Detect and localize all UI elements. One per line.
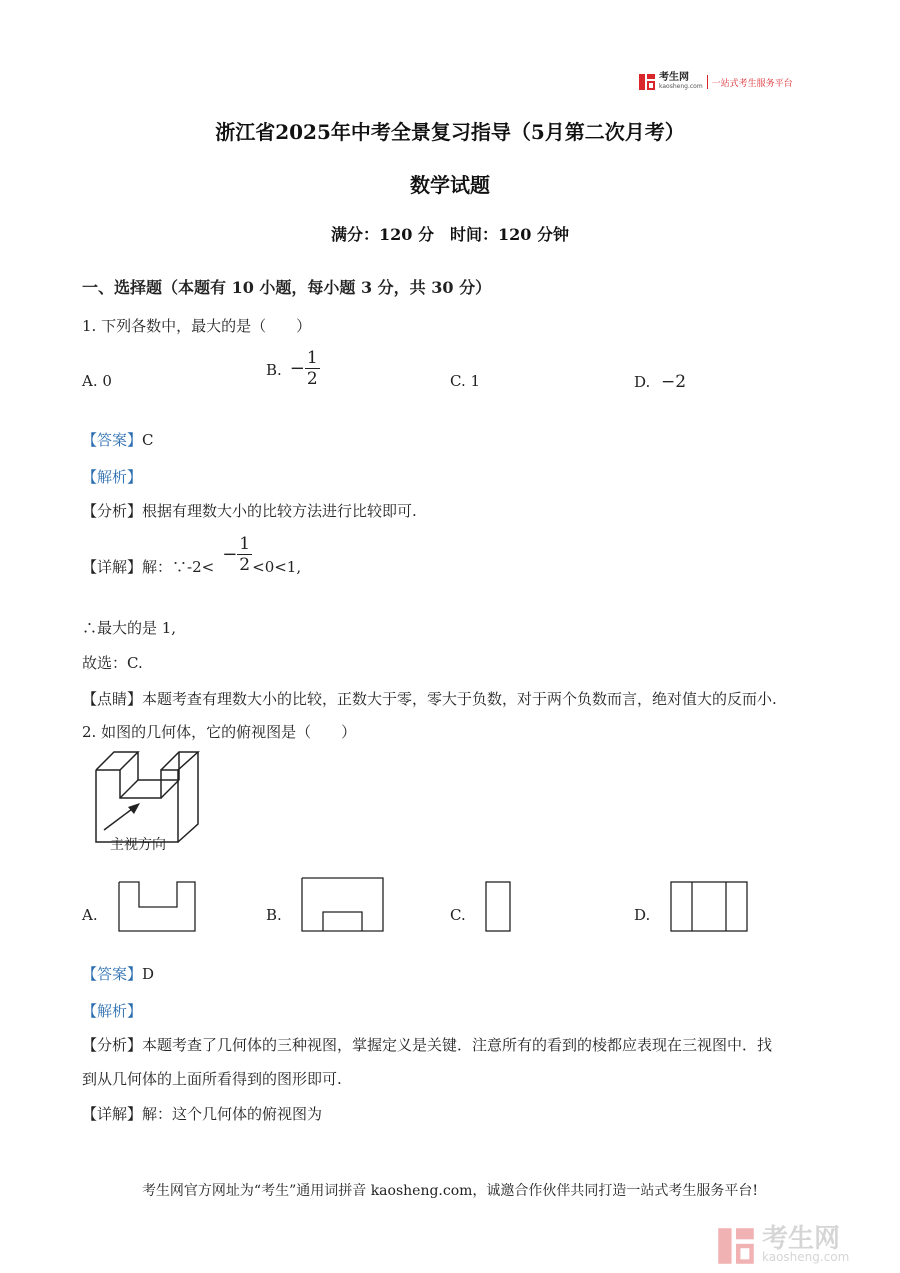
q1-dianjing-text: 本题考查有理数大小的比较，正数大于零，零大于负数，对于两个负数而言，绝对值大的反而小. (142, 690, 777, 708)
q1-dianjing-tag: 【点睛】 (82, 690, 143, 708)
q1-option-a-value: 0 (102, 372, 112, 390)
q1-option-b-label: B. (266, 360, 282, 379)
kaosheng-logo-icon (638, 73, 656, 91)
q1-xiangjie-pre: 解：∵-2< (142, 558, 215, 576)
q1-xiangjie-tag: 【详解】 (82, 558, 143, 576)
q1-fenxi-text: 根据有理数大小的比较方法进行比较即可. (142, 502, 417, 520)
q2-answer-tag: 【答案】 (82, 965, 143, 983)
q1-analysis-tag: 【解析】 (82, 468, 143, 486)
doc-meta: 满分：120 分 时间：120 分钟 (331, 225, 569, 244)
q1-option-b-fraction (305, 348, 320, 389)
q1-xiangjie-denominator: 2 (239, 555, 251, 575)
q1-option-c-label: C. (450, 372, 466, 390)
q2-figure-caption: 主视方向 (110, 837, 166, 853)
q1-option-d (634, 372, 686, 392)
q2-analysis-tag: 【解析】 (82, 1002, 143, 1020)
q1-answer-value: C (142, 431, 154, 449)
q1-option-a-label: A. (82, 372, 98, 390)
section-heading: 一、选择题（本题有 10 小题，每小题 3 分，共 30 分） (82, 278, 492, 297)
q1-xiangjie-post: <0<1, (252, 557, 302, 576)
q2-xiangjie (82, 1103, 322, 1124)
q1-xiangjie-sign: − (222, 544, 238, 565)
q1-option-b-numerator: 1 (306, 348, 318, 368)
q1-stem: 1. 下列各数中，最大的是（ ） (82, 317, 312, 335)
q2-option-d-shape (670, 881, 750, 933)
footer-text: 考生网官方网址为“考生”通用词拼音 kaosheng.com，诚邀合作伙伴共同打造一站式考生服务平台! (141, 1183, 759, 1199)
q1-option-b (266, 348, 320, 389)
q1-option-c-value: 1 (470, 372, 481, 390)
q1-answer-tag: 【答案】 (82, 431, 143, 449)
q2-option-d-label: D. (634, 906, 651, 924)
q2-fenxi-text-1: 本题考查了几何体的三种视图，掌握定义是关键．注意所有的看到的棱都应表现在三视图中．找 (142, 1036, 773, 1054)
brand-logo (638, 72, 793, 92)
q1-option-d-value: −2 (661, 372, 687, 392)
q1-answer (82, 429, 154, 450)
q2-xiangjie-tag: 【详解】 (82, 1105, 143, 1123)
q1-option-a (82, 372, 112, 390)
q1-option-b-sign: − (289, 358, 305, 379)
brand-divider (707, 75, 708, 89)
q2-fenxi-line1 (82, 1034, 772, 1055)
q1-xiangjie-fraction (237, 534, 252, 575)
q2-fenxi-tag: 【分析】 (82, 1036, 143, 1054)
brand-domain: kaosheng.com (659, 83, 703, 90)
q2-option-c-shape (485, 881, 515, 933)
q1-fenxi (82, 500, 417, 521)
q1-fenxi-tag: 【分析】 (82, 502, 143, 520)
q2-xiangjie-text: 解：这个几何体的俯视图为 (142, 1105, 323, 1123)
q1-dianjing (82, 688, 777, 709)
q2-option-b-label: B. (266, 906, 282, 924)
q2-fenxi-line2: 到从几何体的上面所看得到的图形即可. (82, 1070, 342, 1088)
q1-option-b-denominator: 2 (306, 369, 318, 389)
watermark-domain: kaosheng.com (762, 1250, 850, 1264)
q2-option-b-shape (301, 877, 386, 933)
brand-name: 考生网 (659, 72, 689, 83)
doc-subtitle: 数学试题 (410, 173, 490, 197)
q1-option-d-label: D. (634, 373, 651, 391)
q1-xiangjie (82, 532, 301, 577)
q1-so-line: ∴最大的是 1, (82, 619, 177, 637)
doc-title: 浙江省2025年中考全景复习指导（5月第二次月考） (215, 120, 685, 144)
watermark-name: 考生网 (762, 1224, 841, 1254)
brand-slogan: 一站式考生服务平台 (711, 78, 793, 89)
q2-stem: 2. 如图的几何体，它的俯视图是（ ） (82, 723, 357, 741)
q2-option-a-shape (118, 881, 198, 933)
q1-xiangjie-numerator: 1 (239, 534, 251, 554)
q1-choose-line: 故选：C. (82, 654, 143, 672)
q2-option-a-label: A. (82, 906, 98, 924)
q2-option-c-label: C. (450, 906, 466, 924)
watermark (716, 1226, 849, 1266)
q2-answer-value: D (142, 965, 155, 983)
watermark-logo-icon (716, 1226, 756, 1266)
q1-option-c (450, 372, 480, 390)
q2-answer (82, 963, 154, 984)
